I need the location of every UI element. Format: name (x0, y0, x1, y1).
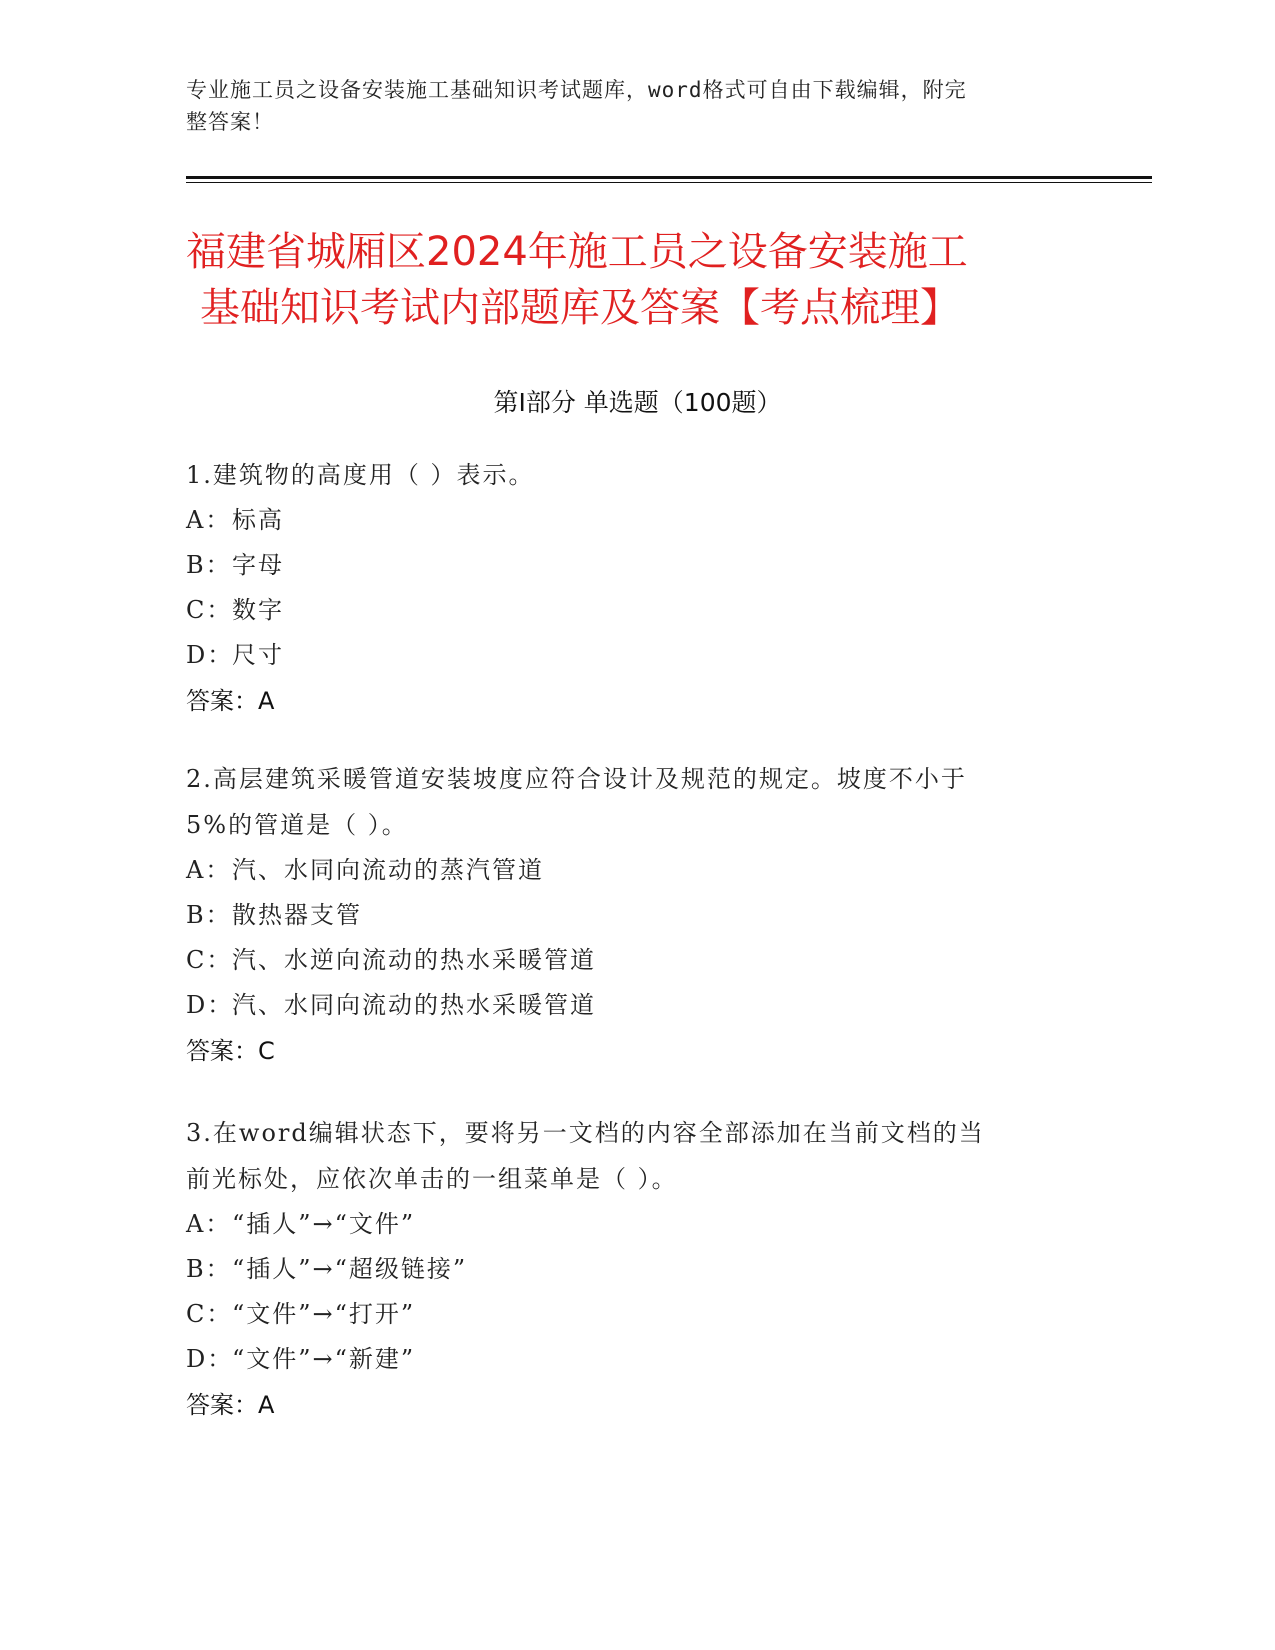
question-stem-line-2: 5%的管道是（ ）。 (186, 811, 408, 839)
option-text: “文件”→“新建” (232, 1345, 416, 1373)
document-title-line-2: 基础知识考试内部题库及答案【考点梳理】 (200, 285, 960, 331)
header-note-line-2: 整答案！ (186, 110, 274, 134)
document-title (186, 224, 1086, 336)
question-3 (186, 1110, 1086, 1428)
header-divider-thin (186, 182, 1152, 183)
option-text: 尺寸 (232, 641, 284, 669)
question-stem-line-1: 3.在word编辑状态下，要将另一文档的内容全部添加在当前文档的当 (186, 1119, 985, 1147)
question-2 (186, 756, 1086, 1074)
option-key: B： (186, 901, 232, 929)
option-key: D： (186, 641, 234, 669)
option-text: “插人”→“超级链接” (232, 1255, 468, 1283)
option-d (186, 1337, 1086, 1382)
question-stem-line-1: 2.高层建筑采暖管道安装坡度应符合设计及规范的规定。坡度不小于 (186, 765, 967, 793)
option-a (186, 1202, 1086, 1247)
option-d (186, 633, 1086, 678)
option-b (186, 1247, 1086, 1292)
option-c (186, 1292, 1086, 1337)
option-key: D： (186, 991, 234, 1019)
option-text: 标高 (232, 506, 284, 534)
option-key: B： (186, 1255, 232, 1283)
header-note (186, 74, 1086, 138)
option-key: B： (186, 551, 232, 579)
question-stem-line-2: 前光标处，应依次单击的一组菜单是（ ）。 (186, 1165, 678, 1193)
option-key: A： (186, 1210, 232, 1238)
option-text: 数字 (232, 596, 284, 624)
option-c (186, 588, 1086, 633)
option-text: 字母 (232, 551, 284, 579)
option-c (186, 938, 1086, 983)
option-text: “文件”→“打开” (232, 1300, 416, 1328)
option-key: A： (186, 856, 232, 884)
option-d (186, 983, 1086, 1028)
option-key: A： (186, 506, 232, 534)
section-heading: 第Ⅰ部分 单选题（100题） (493, 388, 782, 417)
option-text: 散热器支管 (232, 901, 362, 929)
option-key: C： (186, 946, 233, 974)
question-1 (186, 452, 1086, 724)
option-text: 汽、水逆向流动的热水采暖管道 (232, 946, 596, 974)
option-text: “插人”→“文件” (232, 1210, 416, 1238)
option-a (186, 848, 1086, 893)
option-key: C： (186, 596, 233, 624)
option-b (186, 543, 1086, 588)
document-title-line-1: 福建省城厢区2024年施工员之设备安装施工 (186, 229, 968, 275)
header-note-line-1: 专业施工员之设备安装施工基础知识考试题库，word格式可自由下载编辑，附完 (186, 78, 967, 102)
header-divider-thick (186, 176, 1152, 179)
option-text: 汽、水同向流动的蒸汽管道 (232, 856, 544, 884)
option-key: C： (186, 1300, 233, 1328)
option-key: D： (186, 1345, 234, 1373)
answer: 答案：C (186, 1037, 275, 1065)
answer: 答案：A (186, 687, 275, 715)
option-text: 汽、水同向流动的热水采暖管道 (232, 991, 596, 1019)
question-stem: 1.建筑物的高度用（ ）表示。 (186, 461, 535, 489)
option-b (186, 893, 1086, 938)
option-a (186, 498, 1086, 543)
answer: 答案：A (186, 1391, 275, 1419)
